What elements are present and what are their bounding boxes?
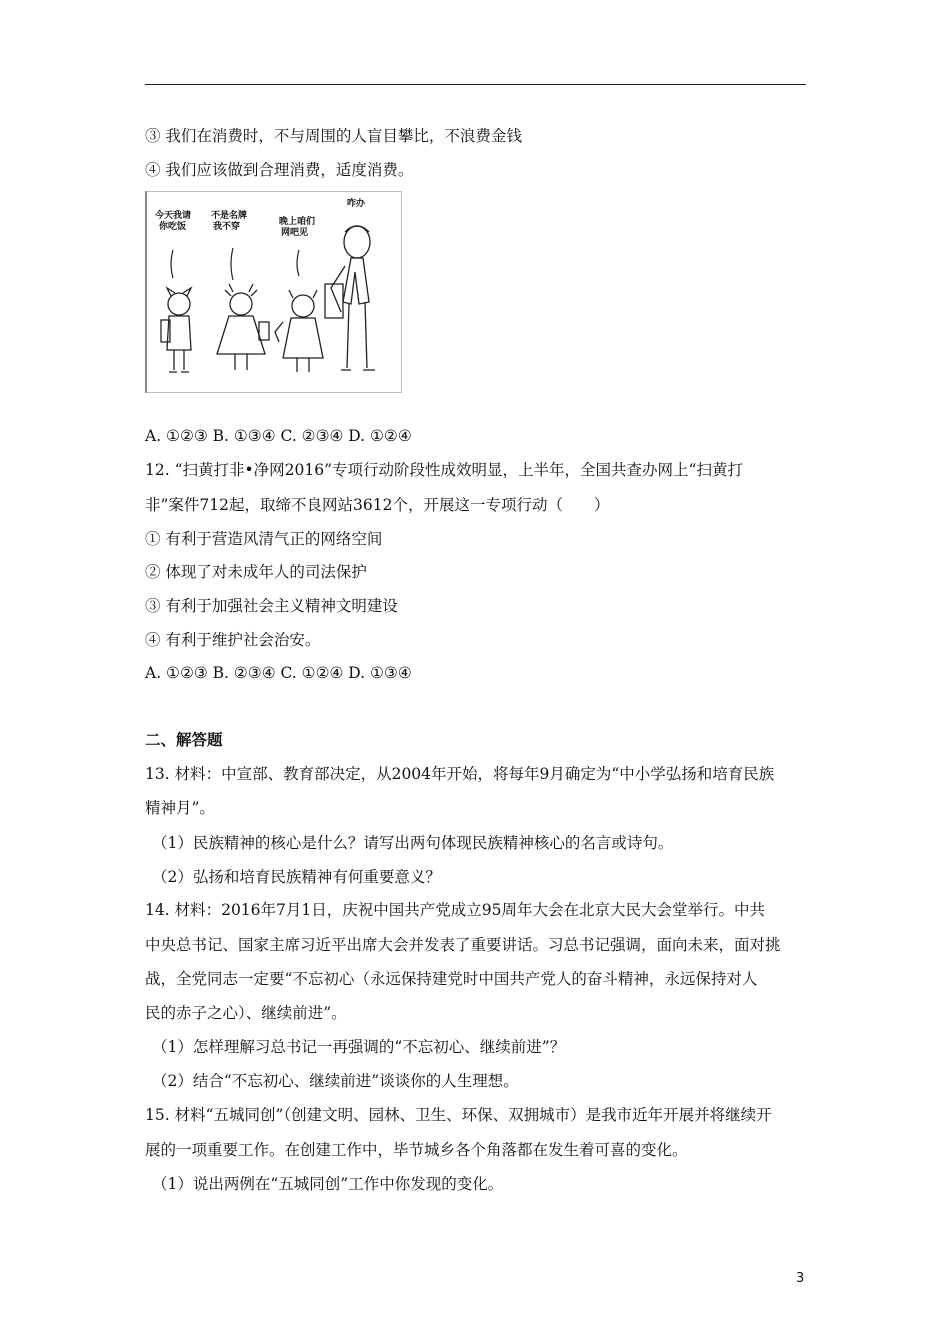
bubble-2-line-2: 我不穿 [213,222,241,232]
q11-answer-choices: A. ①②③ B. ①③④ C. ②③④ D. ①②④ [145,427,412,445]
q13-sub-question-1: （1）民族精神的核心是什么？请写出两句体现民族精神核心的名言或诗句。 [152,834,674,852]
q14-sub-question-2: （2）结合“不忘初心、继续前进”谈谈你的人生理想。 [152,1072,519,1090]
q12-stem-line-2: 非”案件712起，取缔不良网站3612个，开展这一专项行动（ ） [145,496,610,514]
cartoon-illustration [145,191,402,393]
q13-line-1: 13. 材料：中宣部、教育部决定，从2004年开始，将每年9月确定为“中小学弘扬和培育民族 [145,765,775,783]
section-heading: 二、解答题 [145,730,223,749]
q12-option-4: ④ 有利于维护社会治安。 [145,631,321,649]
q14-sub-question-1: （1）怎样理解习总书记一再强调的“不忘初心、继续前进”？ [152,1038,566,1056]
bubble-1-line-1: 今天我请 [155,211,192,221]
child-figure-3 [275,290,323,372]
q13-line-2: 精神月”。 [145,799,215,817]
q12-option-2: ② 体现了对未成年人的司法保护 [145,563,367,581]
q11-option-4: ④ 我们应该做到合理消费，适度消费。 [145,161,414,179]
bubble-4: 咋办 [347,199,366,209]
q12-stem-line-1: 12. “扫黄打非•净网2016”专项行动阶段性成效明显，上半年，全国共查办网上“扫黄打 [145,461,743,479]
q13-sub-question-2: （2）弘扬和培育民族精神有何重要意义？ [152,868,441,886]
q14-line-4: 民的赤子之心）、继续前进”。 [145,1004,347,1022]
header-rule [145,84,806,85]
q12-answer-choices: A. ①②③ B. ②③④ C. ①②④ D. ①③④ [145,664,412,682]
speech-tail-3 [297,250,299,276]
bubble-3-line-2: 网吧见 [281,228,309,238]
q14-line-2: 中央总书记、国家主席习近平出席大会并发表了重要讲话。习总书记强调，面向未来，面对挑 [145,936,781,954]
q12-option-3: ③ 有利于加强社会主义精神文明建设 [145,597,398,615]
bubble-2-line-1: 不是名牌 [211,211,248,221]
child-figure-2 [217,284,269,370]
bubble-3-line-1: 晚上咱们 [279,217,316,227]
q15-sub-question-1: （1）说出两例在“五城同创”工作中你发现的变化。 [152,1175,504,1193]
speech-tail-1 [171,250,173,278]
q15-line-1: 15. 材料“五城同创”（创建文明、园林、卫生、环保、双拥城市）是我市近年开展并将继续开 [145,1106,772,1124]
q15-line-2: 展的一项重要工作。在创建工作中，毕节城乡各个角落都在发生着可喜的变化。 [145,1141,688,1159]
speech-tail-2 [231,248,233,280]
q12-option-1: ① 有利于营造风清气正的网络空间 [145,530,383,548]
q14-line-3: 战，全党同志一定要“不忘初心（永远保持建党时中国共产党人的奋斗精神，永远保持对人 [145,970,758,988]
page-number: 3 [796,1271,805,1286]
q11-option-3: ③ 我们在消费时，不与周围的人盲目攀比，不浪费金钱 [145,127,522,145]
bubble-1-line-2: 你吃饭 [159,222,187,232]
adult-figure [325,226,375,370]
child-figure-1 [161,288,191,372]
q14-line-1: 14. 材料：2016年7月1日，庆祝中国共产党成立95周年大会在北京大民大会堂举行。中共 [145,901,765,919]
